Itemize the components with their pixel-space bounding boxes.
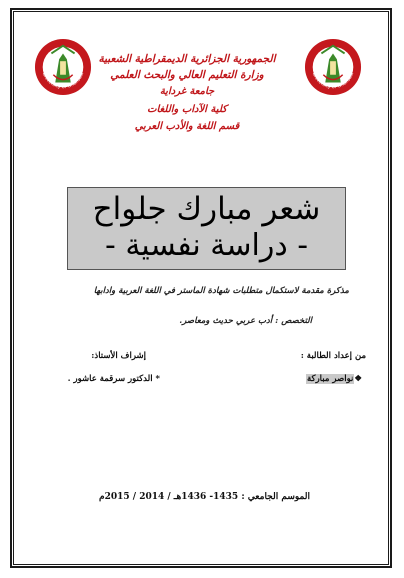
academic-year: الموسم الجامعي : 1435- 1436هـ / 2014 / 2015م [98,492,310,502]
title-box [67,187,346,270]
header-university: جامعة غرداية [159,86,215,97]
thesis-purpose: مذكرة مقدمة لاستكمال متطلبات شهادة الماستر في اللغة العربية وادابها [93,286,349,296]
student-label: من إعداد الطالبة : [300,351,366,361]
header-faculty: كلية الآداب واللغات [147,104,227,115]
student-entry [306,374,362,384]
student-name: نواصر مباركة [306,374,354,384]
specialization: التخصص : أدب عربي حديث ومعاصر. [179,316,312,326]
supervisor-entry [68,374,160,384]
header-republic: الجمهورية الجزائرية الديمقراطية الشعبية [98,53,276,65]
thesis-title: شعر مبارك جلواح [92,191,321,227]
university-logo-right [304,38,362,96]
student-bullet-icon: ❖ [354,374,362,384]
logo-caption-left: University of Ghardaia [40,71,86,91]
header-ministry: وزارة التعليم العالي والبحث العلمي [110,69,264,81]
supervisor-name: الدكتور سرقمة عاشور . [67,374,153,384]
logo-caption-right: University of Ghardaia [310,71,356,91]
thesis-subtitle: - دراسة نفسية - [104,228,309,263]
header-department: قسم اللغة والأدب العربي [134,121,240,132]
supervisor-label: إشراف الأستاذ: [91,351,146,361]
supervisor-bullet-icon: * [155,374,160,384]
